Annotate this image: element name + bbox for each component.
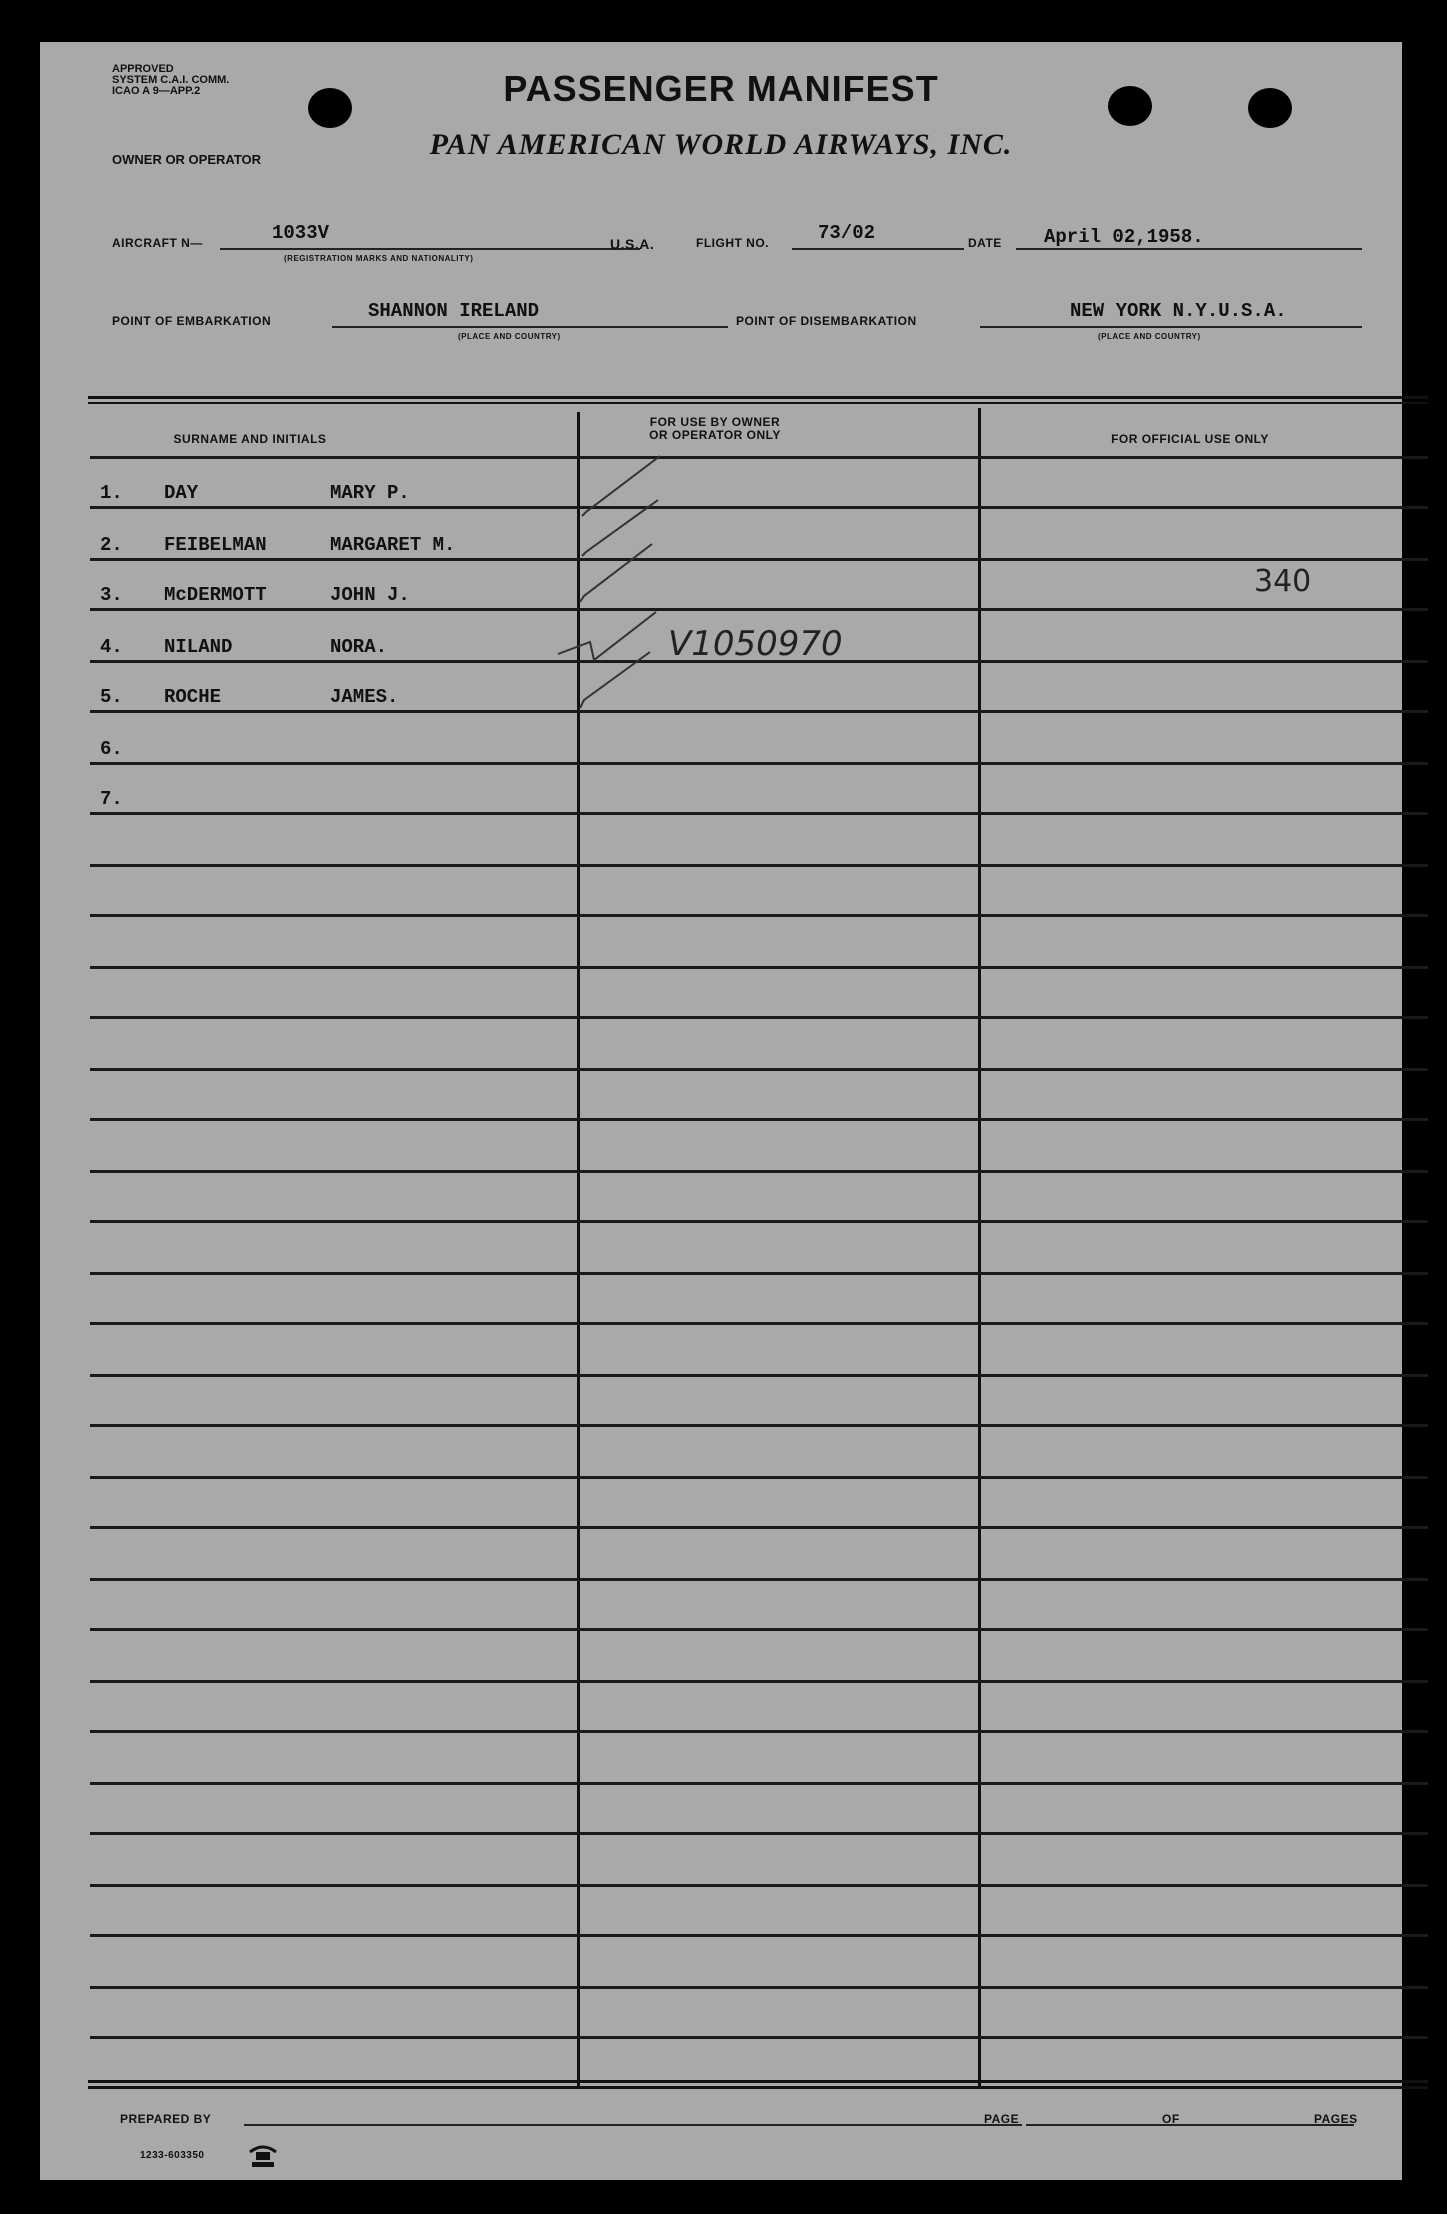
col-header-owner: FOR USE BY OWNER OR OPERATOR ONLY xyxy=(649,415,781,442)
row-line xyxy=(90,966,1428,969)
owner-note: V1050970 xyxy=(668,624,843,664)
prepared-by-label: PREPARED BY xyxy=(120,2112,212,2126)
prepared-by-underline xyxy=(244,2124,1022,2126)
passenger-initials: NORA. xyxy=(330,636,388,658)
row-line xyxy=(90,1934,1428,1937)
passenger-surname: NILAND xyxy=(164,636,233,658)
manifest-title: PASSENGER MANIFEST xyxy=(503,68,939,109)
row-line xyxy=(90,1272,1428,1275)
row-line xyxy=(90,1424,1428,1427)
manifest-page xyxy=(40,42,1402,2180)
approval-line: APPROVED xyxy=(112,63,174,75)
passenger-initials: JAMES. xyxy=(330,686,399,708)
form-number: 1233-603350 xyxy=(140,2150,205,2161)
flight-label: FLIGHT NO. xyxy=(696,236,769,250)
row-line xyxy=(90,864,1428,867)
embarkation-underline xyxy=(332,326,728,328)
disembarkation-value: NEW YORK N.Y.U.S.A. xyxy=(1070,300,1287,322)
row-line xyxy=(90,1832,1428,1835)
table-top-rule xyxy=(88,396,1428,399)
owner-operator-label: OWNER OR OPERATOR xyxy=(112,152,262,167)
disembarkation-label: POINT OF DISEMBARKATION xyxy=(736,314,917,328)
aircraft-value: 1033V xyxy=(272,222,330,244)
row-line xyxy=(90,506,1428,509)
row-line xyxy=(90,1322,1428,1325)
passenger-surname: ROCHE xyxy=(164,686,222,708)
pages-label: PAGES xyxy=(1314,2112,1358,2126)
header-rule xyxy=(90,456,1428,459)
passenger-surname: McDERMOTT xyxy=(164,584,267,606)
check-mark-icon xyxy=(558,612,656,660)
col-header-official: FOR OFFICIAL USE ONLY xyxy=(1111,432,1269,446)
check-mark-icon xyxy=(580,544,652,602)
row-line xyxy=(90,762,1428,765)
row-line xyxy=(90,1068,1428,1071)
row-line xyxy=(90,558,1428,561)
row-line xyxy=(90,1374,1428,1377)
row-number: 7. xyxy=(100,788,123,810)
date-underline xyxy=(1016,248,1362,250)
aircraft-sublabel: (REGISTRATION MARKS AND NATIONALITY) xyxy=(284,254,474,263)
of-label: OF xyxy=(1162,2112,1180,2126)
embarkation-value: SHANNON IRELAND xyxy=(368,300,540,322)
flight-value: 73/02 xyxy=(818,222,876,244)
row-line xyxy=(90,812,1428,815)
row-line xyxy=(90,1986,1428,1989)
row-line xyxy=(90,1118,1428,1121)
row-number: 1. xyxy=(100,482,123,504)
row-line xyxy=(90,1016,1428,1019)
date-label: DATE xyxy=(968,236,1002,250)
operator-name: PAN AMERICAN WORLD AIRWAYS, INC. xyxy=(429,128,1013,161)
row-line xyxy=(90,1782,1428,1785)
approval-line: SYSTEM C.A.I. COMM. xyxy=(112,74,230,86)
row-line xyxy=(90,1170,1428,1173)
check-mark-icon xyxy=(580,652,650,708)
row-number: 2. xyxy=(100,534,123,556)
printer-mark-icon xyxy=(246,2140,280,2170)
embarkation-label: POINT OF EMBARKATION xyxy=(112,314,272,328)
check-marks xyxy=(540,416,680,736)
official-note: 340 xyxy=(1254,564,1312,599)
row-line xyxy=(90,1220,1428,1223)
aircraft-underline xyxy=(220,248,640,250)
row-line xyxy=(90,1628,1428,1631)
table-bottom-rule xyxy=(88,2086,1428,2089)
disembarkation-underline xyxy=(980,326,1362,328)
row-line xyxy=(90,2036,1428,2039)
col-header-surname: SURNAME AND INITIALS xyxy=(173,432,327,446)
passenger-surname: FEIBELMAN xyxy=(164,534,267,556)
embarkation-sublabel: (PLACE AND COUNTRY) xyxy=(458,332,561,341)
page-label: PAGE xyxy=(984,2112,1020,2126)
row-line xyxy=(90,1578,1428,1581)
passenger-surname: DAY xyxy=(164,482,199,504)
row-line xyxy=(90,1680,1428,1683)
disembarkation-sublabel: (PLACE AND COUNTRY) xyxy=(1098,332,1201,341)
row-line xyxy=(90,710,1428,713)
row-number: 6. xyxy=(100,738,123,760)
table-top-rule xyxy=(88,402,1428,404)
date-value: April 02,1958. xyxy=(1044,226,1204,248)
row-line xyxy=(90,608,1428,611)
row-line xyxy=(90,1884,1428,1887)
row-line xyxy=(90,914,1428,917)
row-line xyxy=(90,1730,1428,1733)
aircraft-label: AIRCRAFT N— xyxy=(112,236,203,250)
row-number: 3. xyxy=(100,584,123,606)
table-bottom-rule xyxy=(88,2080,1428,2083)
passenger-initials: JOHN J. xyxy=(330,584,410,606)
row-line xyxy=(90,1526,1428,1529)
row-number: 4. xyxy=(100,636,123,658)
usa-label: U.S.A. xyxy=(610,236,655,252)
row-line xyxy=(90,1476,1428,1479)
passenger-initials: MARY P. xyxy=(330,482,410,504)
row-number: 5. xyxy=(100,686,123,708)
flight-underline xyxy=(792,248,964,250)
approval-line: ICAO A 9—APP.2 xyxy=(112,85,201,97)
passenger-initials: MARGARET M. xyxy=(330,534,456,556)
